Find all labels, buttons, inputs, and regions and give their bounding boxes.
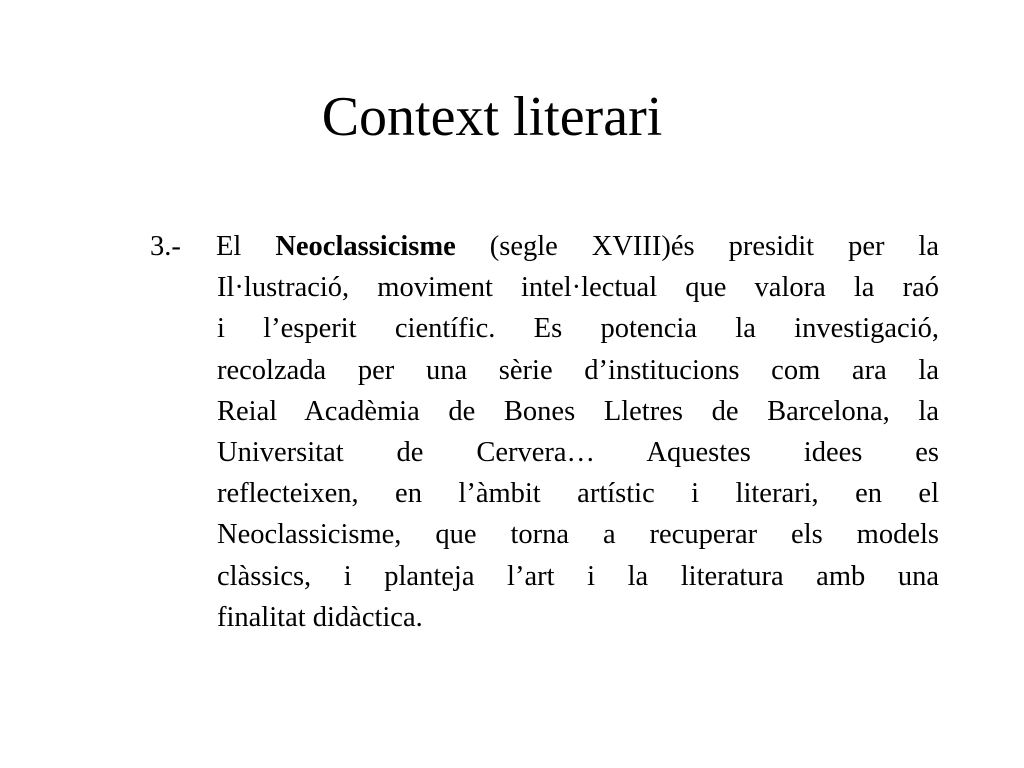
paragraph-line: Neoclassicisme, que torna a recuperar els models: [217, 519, 939, 551]
line-text-before: El: [216, 231, 276, 262]
paragraph-line: reflecteixen, en l’àmbit artístic i literari, en el: [217, 478, 939, 510]
paragraph-line: Reial Acadèmia de Bones Lletres de Barcelona, la: [217, 395, 939, 427]
paragraph-line: [150, 226, 939, 267]
slide-title: Context literari: [321, 86, 663, 148]
paragraph-line: Universitat de Cervera… Aquestes idees es: [217, 437, 939, 469]
paragraph-number: 3.-: [150, 231, 181, 262]
paragraph-line: Il·lustració, moviment intel·lectual que valora la raó: [217, 272, 939, 304]
paragraph-line: clàssics, i planteja l’art i la literatura amb una: [217, 560, 939, 592]
paragraph-line: i l’esperit científic. Es potencia la investigació,: [217, 313, 939, 345]
slide-body-paragraph: [150, 226, 939, 638]
paragraph-line: finalitat didàctica.: [217, 601, 423, 633]
term-neoclassicisme: Neoclassicisme: [275, 231, 456, 262]
line-text-after: (segle XVIII)és presidit per la: [455, 231, 939, 262]
paragraph-line: recolzada per una sèrie d’institucions com ara la: [217, 354, 939, 386]
